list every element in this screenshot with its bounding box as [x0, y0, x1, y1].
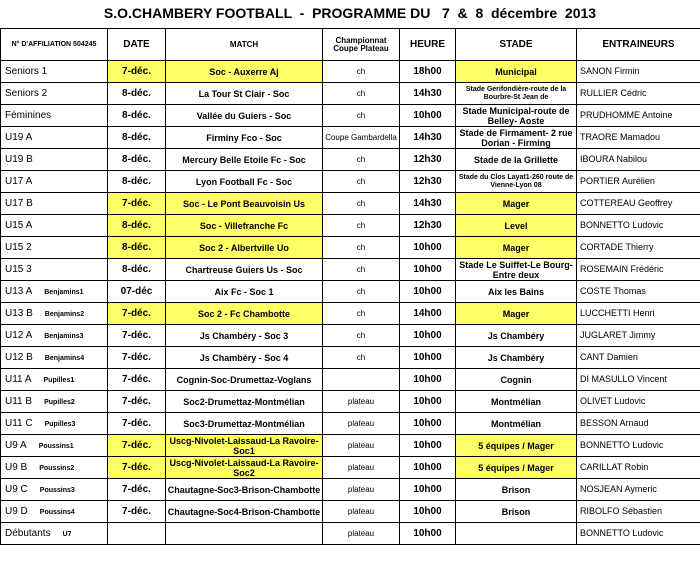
competition-cell: plateau — [323, 413, 400, 435]
team-cell — [1, 127, 108, 149]
page-title: S.O.CHAMBERY FOOTBALL - PROGRAMME DU 7 & 8 décembre 2013 — [103, 5, 597, 21]
team-cell — [1, 523, 108, 545]
competition-cell: ch — [323, 171, 400, 193]
table-row — [1, 215, 700, 237]
stadium-cell: Js Chambéry — [456, 347, 577, 369]
team-name: Seniors 2 — [5, 88, 48, 99]
table-row — [1, 281, 700, 303]
coach-cell: BONNETTO Ludovic — [577, 215, 700, 237]
time-cell: 14h00 — [400, 303, 456, 325]
stadium-cell: Stade du Clos Layat1-260 route de Vienne-Lyon 08 — [456, 171, 577, 193]
match-cell: Chartreuse Guiers Us - Soc — [166, 259, 323, 281]
team-name: U17 A — [5, 176, 33, 187]
team-category: Pupilles1 — [43, 376, 75, 384]
table-row — [1, 259, 700, 281]
competition-cell: Coupe Gambardella — [323, 127, 400, 149]
team-cell — [1, 369, 108, 391]
team-name: U19 A — [5, 132, 33, 143]
column-header-heure: HEURE — [400, 29, 456, 61]
time-cell: 10h00 — [400, 391, 456, 413]
competition-cell: plateau — [323, 501, 400, 523]
table-row — [1, 149, 700, 171]
date-cell: 7-déc. — [108, 435, 166, 457]
team-cell — [1, 171, 108, 193]
coach-cell: BONNETTO Ludovic — [577, 435, 700, 457]
team-name: U9 C — [5, 483, 28, 495]
coach-cell: JUGLARET Jimmy — [577, 325, 700, 347]
competition-cell: plateau — [323, 435, 400, 457]
coach-cell: IBOURA Nabilou — [577, 149, 700, 171]
match-cell: Soc - Auxerre Aj — [166, 61, 323, 83]
team-category: Poussins2 — [39, 464, 75, 472]
coach-cell: DI MASULLO Vincent — [577, 369, 700, 391]
time-cell: 12h30 — [400, 215, 456, 237]
competition-cell: ch — [323, 193, 400, 215]
team-name: U17 B — [5, 198, 33, 209]
coach-cell: BONNETTO Ludovic — [577, 523, 700, 545]
date-cell: 8-déc. — [108, 149, 166, 171]
competition-cell: ch — [323, 215, 400, 237]
stadium-cell: Brison — [456, 479, 577, 501]
time-cell: 18h00 — [400, 61, 456, 83]
time-cell: 10h00 — [400, 501, 456, 523]
team-cell — [1, 347, 108, 369]
team-cell — [1, 303, 108, 325]
stadium-cell: Montmélian — [456, 413, 577, 435]
team-cell — [1, 193, 108, 215]
coach-cell: COTTEREAU Geoffrey — [577, 193, 700, 215]
team-name: Féminines — [5, 110, 52, 121]
stadium-cell: Cognin — [456, 369, 577, 391]
date-cell: 8-déc. — [108, 171, 166, 193]
coach-cell: TRAORE Mamadou — [577, 127, 700, 149]
time-cell: 10h00 — [400, 105, 456, 127]
team-cell — [1, 259, 108, 281]
table-row — [1, 391, 700, 413]
date-cell: 8-déc. — [108, 105, 166, 127]
table-row — [1, 303, 700, 325]
team-category: Benjamins3 — [44, 332, 84, 340]
coach-cell: BESSON Arnaud — [577, 413, 700, 435]
coach-cell: CANT Damien — [577, 347, 700, 369]
table-row — [1, 501, 700, 523]
time-cell: 14h30 — [400, 193, 456, 215]
team-name: U9 A — [5, 439, 27, 451]
stadium-cell — [456, 523, 577, 545]
table-row — [1, 83, 700, 105]
competition-cell: ch — [323, 61, 400, 83]
match-cell: Chautagne-Soc3-Brison-Chambotte — [166, 479, 323, 501]
column-header-date: DATE — [108, 29, 166, 61]
competition-cell: ch — [323, 281, 400, 303]
date-cell: 7-déc. — [108, 501, 166, 523]
time-cell: 10h00 — [400, 413, 456, 435]
table-row — [1, 523, 700, 545]
date-cell: 8-déc. — [108, 83, 166, 105]
coach-cell: LUCCHETTI Henri — [577, 303, 700, 325]
competition-cell: ch — [323, 149, 400, 171]
stadium-cell: Aix les Bains — [456, 281, 577, 303]
column-header-affiliation: N° D'AFFILIATION 504245 — [1, 29, 108, 61]
coach-cell: ROSEMAIN Frédéric — [577, 259, 700, 281]
team-cell — [1, 281, 108, 303]
time-cell: 10h00 — [400, 457, 456, 479]
date-cell: 7-déc. — [108, 369, 166, 391]
match-cell: Soc3-Drumettaz-Montmélian — [166, 413, 323, 435]
match-cell: Vallée du Guiers - Soc — [166, 105, 323, 127]
match-cell: Lyon Football Fc - Soc — [166, 171, 323, 193]
team-cell — [1, 479, 108, 501]
date-cell: 8-déc. — [108, 127, 166, 149]
team-name: U15 2 — [5, 242, 32, 253]
schedule-body — [1, 61, 700, 545]
coach-cell: OLIVET Ludovic — [577, 391, 700, 413]
date-cell: 7-déc. — [108, 325, 166, 347]
stadium-cell: Brison — [456, 501, 577, 523]
competition-cell: ch — [323, 259, 400, 281]
time-cell: 10h00 — [400, 523, 456, 545]
table-row — [1, 61, 700, 83]
table-row — [1, 413, 700, 435]
coach-cell: CARILLAT Robin — [577, 457, 700, 479]
team-cell — [1, 457, 108, 479]
coach-cell: RULLIER Cédric — [577, 83, 700, 105]
date-cell: 8-déc. — [108, 237, 166, 259]
match-cell: Aix Fc - Soc 1 — [166, 281, 323, 303]
competition-cell: plateau — [323, 523, 400, 545]
match-cell: Js Chambéry - Soc 3 — [166, 325, 323, 347]
coach-cell: COSTE Thomas — [577, 281, 700, 303]
time-cell: 10h00 — [400, 347, 456, 369]
time-cell: 14h30 — [400, 83, 456, 105]
team-name: U11 C — [5, 417, 33, 429]
coach-cell: RIBOLFO Sébastien — [577, 501, 700, 523]
time-cell: 12h30 — [400, 149, 456, 171]
match-cell — [166, 523, 323, 545]
competition-cell: plateau — [323, 457, 400, 479]
date-cell: 7-déc. — [108, 347, 166, 369]
competition-cell: ch — [323, 325, 400, 347]
match-cell: Soc 2 - Albertville Uo — [166, 237, 323, 259]
team-name: U11 A — [5, 373, 32, 385]
date-cell: 7-déc. — [108, 303, 166, 325]
coach-cell: PRUDHOMME Antoine — [577, 105, 700, 127]
team-cell — [1, 413, 108, 435]
date-cell: 7-déc. — [108, 479, 166, 501]
stadium-cell: Stade de la Grillette — [456, 149, 577, 171]
team-category: Poussins3 — [39, 486, 75, 494]
match-cell: Soc2-Drumettaz-Montmélian — [166, 391, 323, 413]
time-cell: 10h00 — [400, 479, 456, 501]
competition-cell: ch — [323, 237, 400, 259]
team-cell — [1, 391, 108, 413]
coach-cell: CORTADE Thierry — [577, 237, 700, 259]
schedule-table — [0, 28, 700, 545]
team-name: U12 B — [5, 351, 33, 363]
date-cell — [108, 523, 166, 545]
team-category: Pupilles3 — [44, 420, 76, 428]
match-cell: Firminy Fco - Soc — [166, 127, 323, 149]
table-row — [1, 369, 700, 391]
match-cell: Soc - Villefranche Fc — [166, 215, 323, 237]
team-name: U9 D — [5, 505, 28, 517]
team-cell — [1, 325, 108, 347]
table-row — [1, 237, 700, 259]
header-row — [1, 29, 700, 61]
date-cell: 7-déc. — [108, 193, 166, 215]
table-row — [1, 435, 700, 457]
team-name: U12 A — [5, 329, 33, 341]
match-cell: Uscg-Nivolet-Laissaud-La Ravoire-Soc2 — [166, 457, 323, 479]
team-category: Benjamins1 — [44, 288, 84, 296]
team-name: U15 3 — [5, 264, 32, 275]
column-header-stade: STADE — [456, 29, 577, 61]
competition-cell: plateau — [323, 479, 400, 501]
time-cell: 10h00 — [400, 281, 456, 303]
table-row — [1, 193, 700, 215]
team-cell — [1, 501, 108, 523]
match-cell: Cognin-Soc-Drumettaz-Voglans — [166, 369, 323, 391]
team-category: U7 — [62, 530, 72, 538]
table-row — [1, 347, 700, 369]
match-cell: Soc 2 - Fc Chambotte — [166, 303, 323, 325]
match-cell: Js Chambéry - Soc 4 — [166, 347, 323, 369]
date-cell: 8-déc. — [108, 215, 166, 237]
match-cell: Uscg-Nivolet-Laissaud-La Ravoire-Soc1 — [166, 435, 323, 457]
stadium-cell: Stade Municipal-route de Belley- Aoste — [456, 105, 577, 127]
table-row — [1, 325, 700, 347]
team-cell — [1, 215, 108, 237]
team-name: U13 A — [5, 285, 33, 297]
stadium-cell: Mager — [456, 193, 577, 215]
stadium-cell: 5 équipes / Mager — [456, 457, 577, 479]
date-cell: 8-déc. — [108, 259, 166, 281]
team-cell — [1, 149, 108, 171]
stadium-cell: Stade Le Suiffet-Le Bourg-Entre deux — [456, 259, 577, 281]
time-cell: 10h00 — [400, 259, 456, 281]
date-cell: 7-déc. — [108, 61, 166, 83]
stadium-cell: Mager — [456, 303, 577, 325]
team-name: U9 B — [5, 461, 28, 473]
team-category: Benjamins2 — [44, 310, 85, 318]
date-cell: 7-déc. — [108, 413, 166, 435]
table-row — [1, 479, 700, 501]
column-header-championnat: Championnat Coupe Plateau — [323, 29, 400, 61]
team-category: Poussins4 — [39, 508, 75, 516]
team-name: Débutants — [5, 527, 51, 539]
team-name: Seniors 1 — [5, 66, 48, 77]
team-cell — [1, 435, 108, 457]
coach-cell: SANON Firmin — [577, 61, 700, 83]
team-cell — [1, 61, 108, 83]
table-row — [1, 457, 700, 479]
stadium-cell: Mager — [456, 237, 577, 259]
column-header-match: MATCH — [166, 29, 323, 61]
team-name: U19 B — [5, 154, 33, 165]
stadium-cell: 5 équipes / Mager — [456, 435, 577, 457]
team-category: Benjamins4 — [44, 354, 85, 362]
team-cell — [1, 83, 108, 105]
match-cell: Chautagne-Soc4-Brison-Chambotte — [166, 501, 323, 523]
column-header-entraineurs: ENTRAINEURS — [577, 29, 700, 61]
coach-cell: PORTIER Aurélien — [577, 171, 700, 193]
team-category: Pupilles2 — [44, 398, 75, 406]
match-cell: La Tour St Clair - Soc — [166, 83, 323, 105]
time-cell: 14h30 — [400, 127, 456, 149]
team-category: Poussins1 — [38, 442, 74, 450]
team-cell — [1, 237, 108, 259]
time-cell: 10h00 — [400, 325, 456, 347]
competition-cell — [323, 369, 400, 391]
time-cell: 10h00 — [400, 435, 456, 457]
match-cell: Soc - Le Pont Beauvoisin Us — [166, 193, 323, 215]
competition-cell: ch — [323, 303, 400, 325]
stadium-cell: Municipal — [456, 61, 577, 83]
table-row — [1, 105, 700, 127]
stadium-cell: Stade Gerifondière-route de la Bourbre-St Jean de — [456, 83, 577, 105]
team-name: U13 B — [5, 307, 33, 319]
date-cell: 7-déc. — [108, 457, 166, 479]
stadium-cell: Montmélian — [456, 391, 577, 413]
competition-cell: ch — [323, 83, 400, 105]
team-name: U15 A — [5, 220, 33, 231]
team-cell — [1, 105, 108, 127]
time-cell: 12h30 — [400, 171, 456, 193]
coach-cell: NOSJEAN Aymeric — [577, 479, 700, 501]
team-name: U11 B — [5, 395, 33, 407]
competition-cell: ch — [323, 105, 400, 127]
competition-cell: ch — [323, 347, 400, 369]
date-cell: 7-déc. — [108, 391, 166, 413]
time-cell: 10h00 — [400, 369, 456, 391]
date-cell: 07-déc — [108, 281, 166, 303]
table-row — [1, 171, 700, 193]
stadium-cell: Stade de Firmament- 2 rue Dorian - Firming — [456, 127, 577, 149]
stadium-cell: Js Chambéry — [456, 325, 577, 347]
table-row — [1, 127, 700, 149]
stadium-cell: Level — [456, 215, 577, 237]
time-cell: 10h00 — [400, 237, 456, 259]
match-cell: Mercury Belle Etoile Fc - Soc — [166, 149, 323, 171]
competition-cell: plateau — [323, 391, 400, 413]
